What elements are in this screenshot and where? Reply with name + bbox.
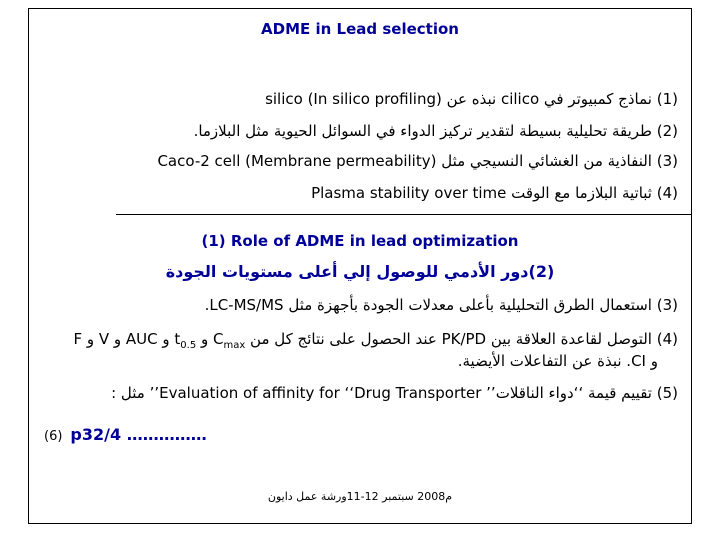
footer-text: م2008 سبتمبر 12-11ورشة عمل دايون bbox=[267, 490, 453, 503]
section-title-quality: (2)دور الأدمي للوصول إلي أعلى مستويات الجودة bbox=[165, 262, 555, 281]
list-item-6-text-c: و AUC و V و F bbox=[73, 330, 175, 348]
divider bbox=[116, 214, 692, 215]
list-item-6-text-b: و t bbox=[174, 330, 213, 348]
page-reference bbox=[44, 425, 207, 444]
list-item-4: (4) ثباتية البلازما مع الوقت Plasma stability over time bbox=[311, 184, 678, 202]
list-item-6-cont: و CI. نبذة عن التفاعلات الأيضية. bbox=[457, 352, 658, 370]
list-item-6-sub-a: max bbox=[223, 340, 246, 351]
list-item-6-text-a: (4) التوصل لقاعدة العلاقة بين PK/PD عند الحصول على نتائج كل من C bbox=[212, 330, 678, 348]
list-item-7: (5) تقييم قيمة ‘‘دواء الناقلات’’ Evaluation of affinity for ‘‘Drug Transporter’’ مثل : bbox=[111, 384, 678, 402]
page-ref-value: p32/4 …………… bbox=[70, 425, 207, 444]
list-item-5: (3) استعمال الطرق التحليلية بأعلى معدلات الجودة بأجهزة مثل LC-MS/MS. bbox=[204, 296, 678, 314]
list-item-6-sub-b: 0.5 bbox=[180, 340, 197, 351]
list-item-1: (1) نماذج كمبيوتر في cilico نبذه عن silico (In silico profiling) bbox=[265, 90, 678, 108]
section-title-role: (1) Role of ADME in lead optimization bbox=[201, 232, 519, 250]
list-item-2: (2) طريقة تحليلية بسيطة لتقدير تركيز الدواء في السوائل الحيوية مثل البلازما. bbox=[193, 122, 678, 140]
slide-title: ADME in Lead selection bbox=[261, 20, 459, 38]
list-item-6 bbox=[73, 330, 678, 351]
page-ref-label: (6) bbox=[44, 429, 63, 444]
list-item-3: (3) النفاذية من الغشائي النسيجي مثل Caco-2 cell (Membrane permeability) bbox=[157, 152, 678, 170]
